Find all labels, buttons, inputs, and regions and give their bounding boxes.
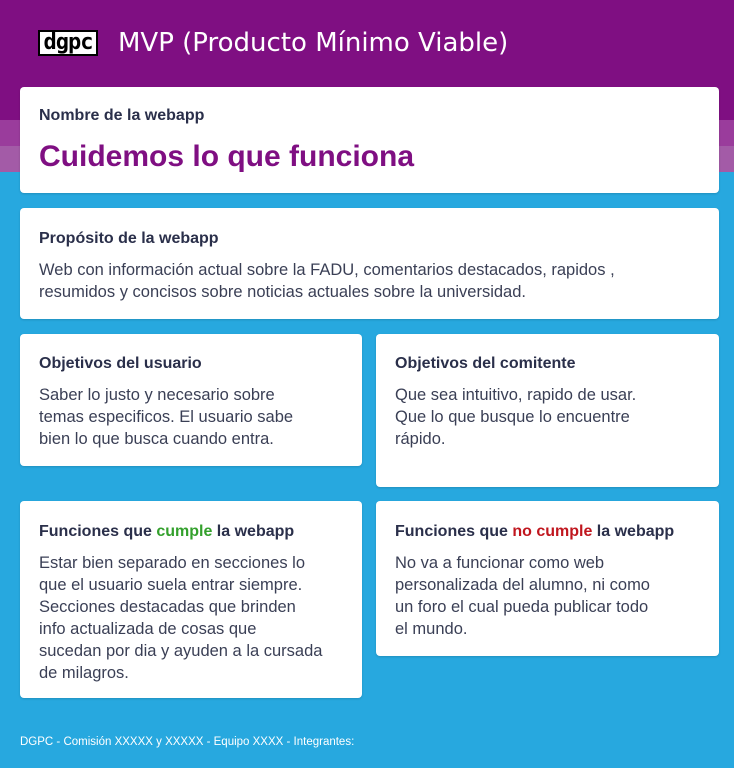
functions-no-label [395, 523, 674, 541]
user-goals-card [20, 334, 362, 466]
functions-yes-card [20, 501, 362, 698]
functions-no-label-suffix: la webapp [592, 523, 675, 540]
functions-yes-label-suffix: la webapp [212, 523, 295, 540]
purpose-text [39, 259, 709, 303]
purpose-card [20, 208, 719, 319]
functions-yes-line: de milagros. [39, 664, 129, 682]
user-goals-text [39, 384, 354, 450]
functions-no-text [395, 552, 713, 640]
functions-yes-line: Secciones destacadas que brinden [39, 598, 296, 616]
dgpc-logo: dgpc [38, 30, 98, 56]
functions-yes-line: sucedan por dia y ayuden a la cursada [39, 642, 323, 660]
functions-yes-label [39, 523, 294, 541]
webapp-name-label: Nombre de la webapp [39, 107, 205, 124]
user-goals-line: bien lo que busca cuando entra. [39, 430, 274, 448]
purpose-label: Propósito de la webapp [39, 230, 219, 247]
functions-no-line: un foro el cual pueda publicar todo [395, 598, 649, 616]
purpose-line: Web con información actual sobre la FADU, comentarios destacados, rapidos , [39, 261, 615, 279]
functions-yes-highlight: cumple [156, 523, 213, 540]
functions-yes-line: info actualizada de cosas que [39, 620, 257, 638]
functions-yes-text [39, 552, 357, 684]
functions-yes-line: Estar bien separado en secciones lo [39, 554, 305, 572]
client-goals-label: Objetivos del comitente [395, 355, 576, 372]
page-title: MVP (Producto Mínimo Viable) [118, 28, 509, 58]
purpose-line: resumidos y concisos sobre noticias actuales sobre la universidad. [39, 283, 526, 301]
footer-text: DGPC - Comisión XXXXX y XXXXX - Equipo XXXX - Integrantes: [20, 736, 355, 748]
functions-no-line: el mundo. [395, 620, 468, 638]
user-goals-label: Objetivos del usuario [39, 355, 202, 372]
functions-yes-label-prefix: Funciones que [39, 523, 157, 540]
user-goals-line: Saber lo justo y necesario sobre [39, 386, 275, 404]
client-goals-line: Que sea intuitivo, rapido de usar. [395, 386, 637, 404]
functions-yes-line: que el usuario suela entrar siempre. [39, 576, 303, 594]
webapp-name-value: Cuidemos lo que funciona [39, 140, 415, 173]
user-goals-line: temas especificos. El usuario sabe [39, 408, 294, 426]
functions-no-card [376, 501, 719, 656]
functions-no-line: personalizada del alumno, ni como [395, 576, 650, 594]
functions-no-label-prefix: Funciones que [395, 523, 513, 540]
client-goals-card [376, 334, 719, 487]
webapp-name-card [20, 87, 719, 193]
client-goals-line: rápido. [395, 430, 446, 448]
client-goals-line: Que lo que busque lo encuentre [395, 408, 630, 426]
client-goals-text [395, 384, 710, 450]
functions-no-line: No va a funcionar como web [395, 554, 605, 572]
functions-no-highlight: no cumple [512, 523, 593, 540]
